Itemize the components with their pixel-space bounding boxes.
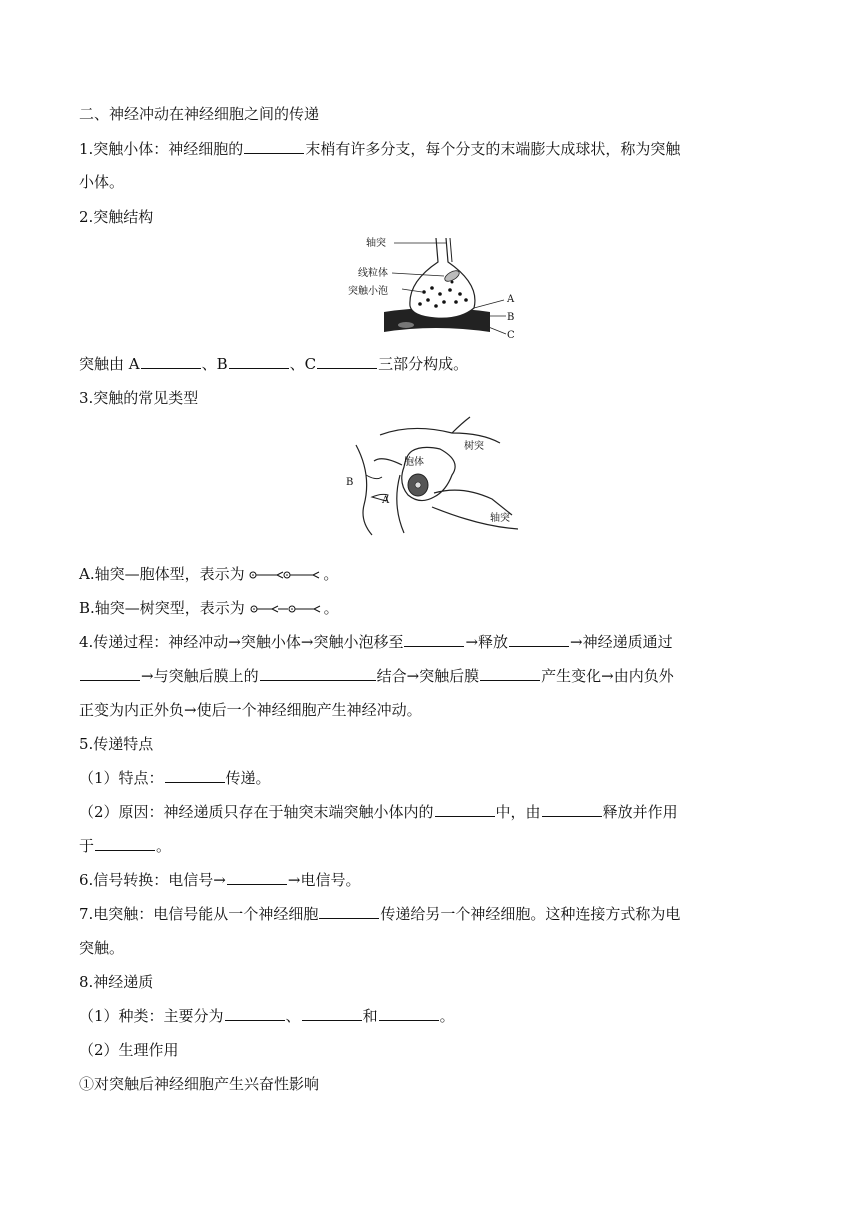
blank (542, 802, 602, 817)
label-vesicle: 突触小泡 (348, 286, 388, 297)
item-8-function-title: （2）生理作用 (79, 1041, 179, 1059)
item-1-line-1: 1.突触小体：神经细胞的 末梢有许多分支，每个分支的末端膨大成球状，称为突触 (79, 140, 681, 158)
item-3-title: 3.突触的常见类型 (79, 389, 199, 407)
item-5-reason-line-2: 于 。 (79, 837, 172, 855)
item-2-title: 2.突触结构 (79, 208, 154, 226)
label-b: B (346, 477, 354, 488)
item-8-types: （1）种类：主要分为 、 和 。 (79, 1007, 455, 1025)
blank (302, 1006, 362, 1021)
synapse-structure-figure (340, 232, 530, 348)
blank (509, 632, 569, 647)
item-2-composition: 突触由 A 、B 、C 三部分构成。 (79, 355, 469, 373)
blank (319, 904, 379, 919)
blank (244, 139, 304, 154)
item-5-title: 5.传递特点 (79, 735, 154, 753)
item-4-line-3: 正变为内正外负→使后一个神经细胞产生神经冲动。 (79, 701, 422, 719)
label-mitochondrion: 线粒体 (358, 268, 388, 279)
blank (404, 632, 464, 647)
blank (435, 802, 495, 817)
label-axon: 轴突 (366, 238, 386, 249)
item-5-reason-line-1: （2）原因：神经递质只存在于轴突末端突触小体内的 中，由 释放并作用 (79, 803, 678, 821)
blank (225, 1006, 285, 1021)
blank (165, 768, 225, 783)
item-7-line-1: 7.电突触：电信号能从一个神经细胞 传递给另一个神经细胞。这种连接方式称为电 (79, 905, 681, 923)
item-7-line-2: 突触。 (79, 939, 125, 957)
label-a: A (382, 495, 390, 506)
blank (379, 1006, 439, 1021)
label-dendrite: 树突 (464, 441, 484, 452)
blank (480, 666, 540, 681)
label-axon: 轴突 (490, 513, 510, 524)
label-c: C (507, 330, 515, 341)
label-soma: 胞体 (404, 457, 424, 468)
item-6-line: 6.信号转换：电信号→ →电信号。 (79, 871, 361, 889)
blank (260, 666, 376, 681)
blank (80, 666, 140, 681)
blank (317, 354, 377, 369)
item-5-feature: （1）特点： 传递。 (79, 769, 271, 787)
section-heading: 二、神经冲动在神经细胞之间的传递 (79, 105, 320, 123)
blank (141, 354, 201, 369)
item-8-title: 8.神经递质 (79, 973, 154, 991)
item-1-line-2: 小体。 (79, 173, 125, 191)
label-b: B (507, 312, 515, 323)
type-b-line: B.轴突—树突型，表示为 。 (79, 599, 339, 617)
axosomatic-symbol-icon (249, 569, 323, 581)
item-4-line-2: →与突触后膜上的 结合→突触后膜 产生变化→由内负外 (79, 666, 674, 686)
blank (229, 354, 289, 369)
type-a-line: A.轴突—胞体型，表示为 。 (79, 565, 339, 583)
label-a: A (507, 294, 515, 305)
item-4-line-1: 4.传递过程：神经冲动→突触小体→突触小泡移至 →释放 →神经递质通过 (79, 633, 673, 651)
item-8-function-1: ①对突触后神经细胞产生兴奋性影响 (79, 1075, 320, 1093)
blank (95, 836, 155, 851)
blank (227, 870, 287, 885)
axodendritic-symbol-icon (250, 603, 324, 615)
synapse-types-figure (342, 415, 522, 545)
